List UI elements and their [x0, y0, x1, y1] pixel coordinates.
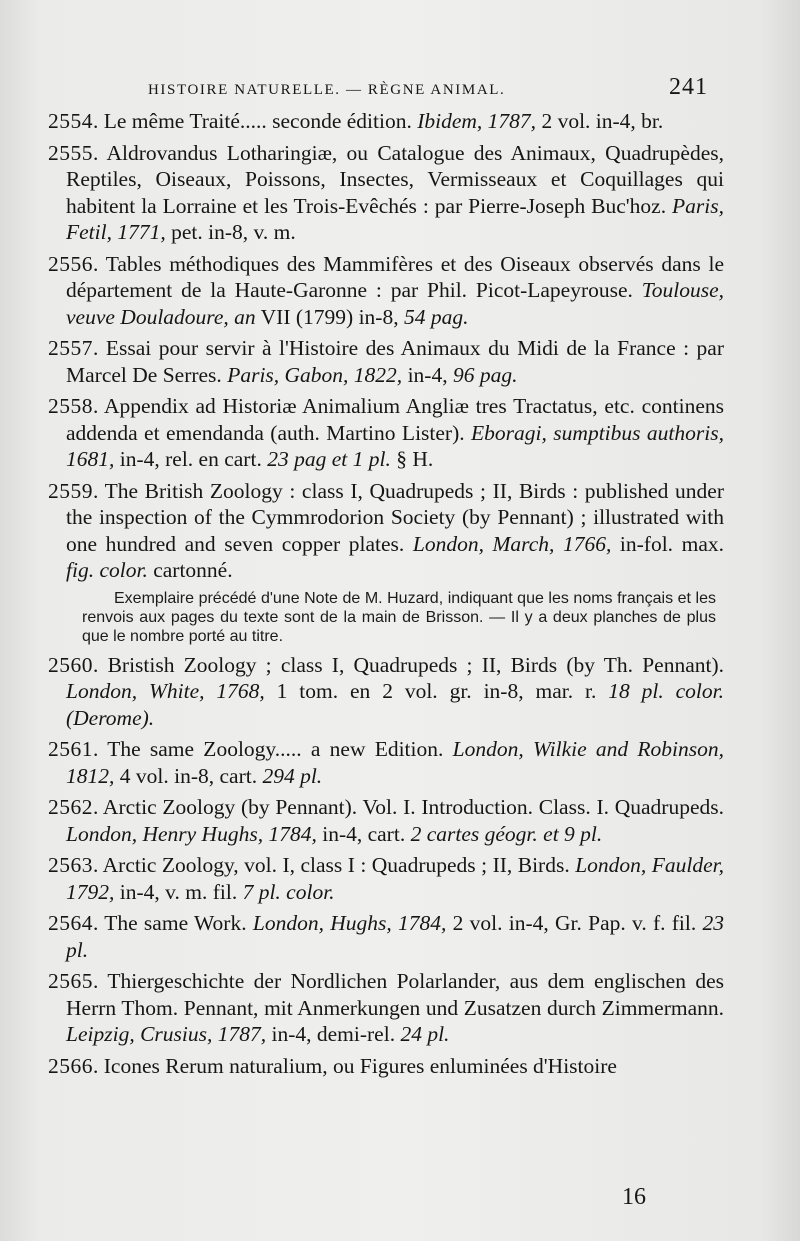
entry-2562: 2562. Arctic Zoology (by Pennant). Vol. I. Introduction. Class. I. Quadrupeds. London, Henry Hughs, 1784, in-4, cart. 2 cartes géogr. et 9 pl. — [48, 795, 724, 846]
entry-2565: 2565. Thiergeschichte der Nordlichen Polarlander, aus dem englischen des Herrn Thom. Pennant, mit Anmerkungen und Zusatzen durch Zimmermann. Leipzig, Crusius, 1787, in-4, demi-rel. 24 pl. — [48, 969, 724, 1046]
entry-2555: 2555. Aldrovandus Lotharingiæ, ou Catalogue des Animaux, Quadrupèdes, Reptiles, Oiseaux, Poissons, Insectes, Vermisseaux et Coquillages qui habitent la Lorraine et les Trois-Evêchés : par Pierre-Joseph Buc'hoz. Paris, Fetil, 1771, pet. in-8, v. m. — [48, 140, 724, 244]
entry-2559: 2559. The British Zoology : class I, Quadrupeds ; II, Birds : published under the inspection of the Cymmrodorion Society (by Pennant) ; illustrated with one hundred and seven copper plates. London, March, 1766, in-fol. max. fig. color. cartonné. — [48, 478, 725, 582]
entry-number: 2563 — [48, 853, 93, 877]
entry-number: 2565 — [48, 969, 93, 993]
entry-number: 2554 — [48, 109, 93, 133]
entry-number: 2562 — [48, 795, 93, 819]
entry-number: 2564 — [48, 911, 93, 935]
running-title: HISTOIRE NATURELLE. — RÈGNE ANIMAL. — [148, 82, 506, 98]
entry-2563: 2563. Arctic Zoology, vol. I, class I : Quadrupeds ; II, Birds. London, Faulder, 1792, in-4, v. m. fil. 7 pl. color. — [48, 853, 724, 904]
entry-number: 2559 — [48, 478, 93, 503]
entry-2560: 2560. Bristish Zoology ; class I, Quadrupeds ; II, Birds (by Th. Pennant). London, White, 1768, 1 tom. en 2 vol. gr. in-8, mar. r. 18 pl. color. (Derome). — [48, 652, 725, 730]
entry-2558: 2558. Appendix ad Historiæ Animalium Angliæ tres Tractatus, etc. continens addenda et emendanda (auth. Martino Lister). Eboragi, sumptibus authoris, 1681, in-4, rel. en cart. 23 pag et 1 pl. § H. — [48, 394, 724, 471]
entry-2554: 2554. Le même Traité..... seconde édition. Ibidem, 1787, 2 vol. in-4, br. — [48, 109, 664, 133]
entry-number: 2557 — [48, 336, 93, 360]
signature-mark: 16 — [622, 1184, 646, 1210]
entry-2564: 2564. The same Work. London, Hughs, 1784, 2 vol. in-4, Gr. Pap. v. f. fil. 23 pl. — [48, 911, 725, 962]
page-number: 241 — [669, 74, 708, 100]
page-header — [148, 74, 708, 104]
entry-2556: 2556. Tables méthodiques des Mammifères et des Oiseaux observés dans le département de la Haute-Garonne : par Phil. Picot-Lapeyrouse. Toulouse, veuve Douladoure, an VII (1799) in-8, 54 pag. — [48, 251, 724, 329]
entry-2559-note: Exemplaire précédé d'une Note de M. Huzard, indiquant que les noms français et les renvois aux pages du texte sont de la main de Brisson. — Il y a deux planches de plus que le nombre porté au titre. — [82, 589, 716, 645]
entry-number: 2561 — [48, 737, 93, 761]
entry-2561: 2561. The same Zoology..... a new Edition. London, Wilkie and Robinson, 1812, 4 vol. in-8, cart. 294 pl. — [48, 737, 724, 788]
entry-number: 2556 — [48, 251, 93, 276]
entry-number: 2566 — [48, 1053, 93, 1078]
entry-number: 2555 — [48, 140, 93, 165]
entry-2566: 2566. Icones Rerum naturalium, ou Figures enluminées d'Histoire — [48, 1053, 617, 1078]
catalogue-entries — [48, 108, 724, 1084]
entry-number: 2560 — [48, 652, 93, 677]
entry-number: 2558 — [48, 394, 93, 418]
entry-2557: 2557. Essai pour servir à l'Histoire des Animaux du Midi de la France : par Marcel De Serres. Paris, Gabon, 1822, in-4, 96 pag. — [48, 336, 725, 387]
